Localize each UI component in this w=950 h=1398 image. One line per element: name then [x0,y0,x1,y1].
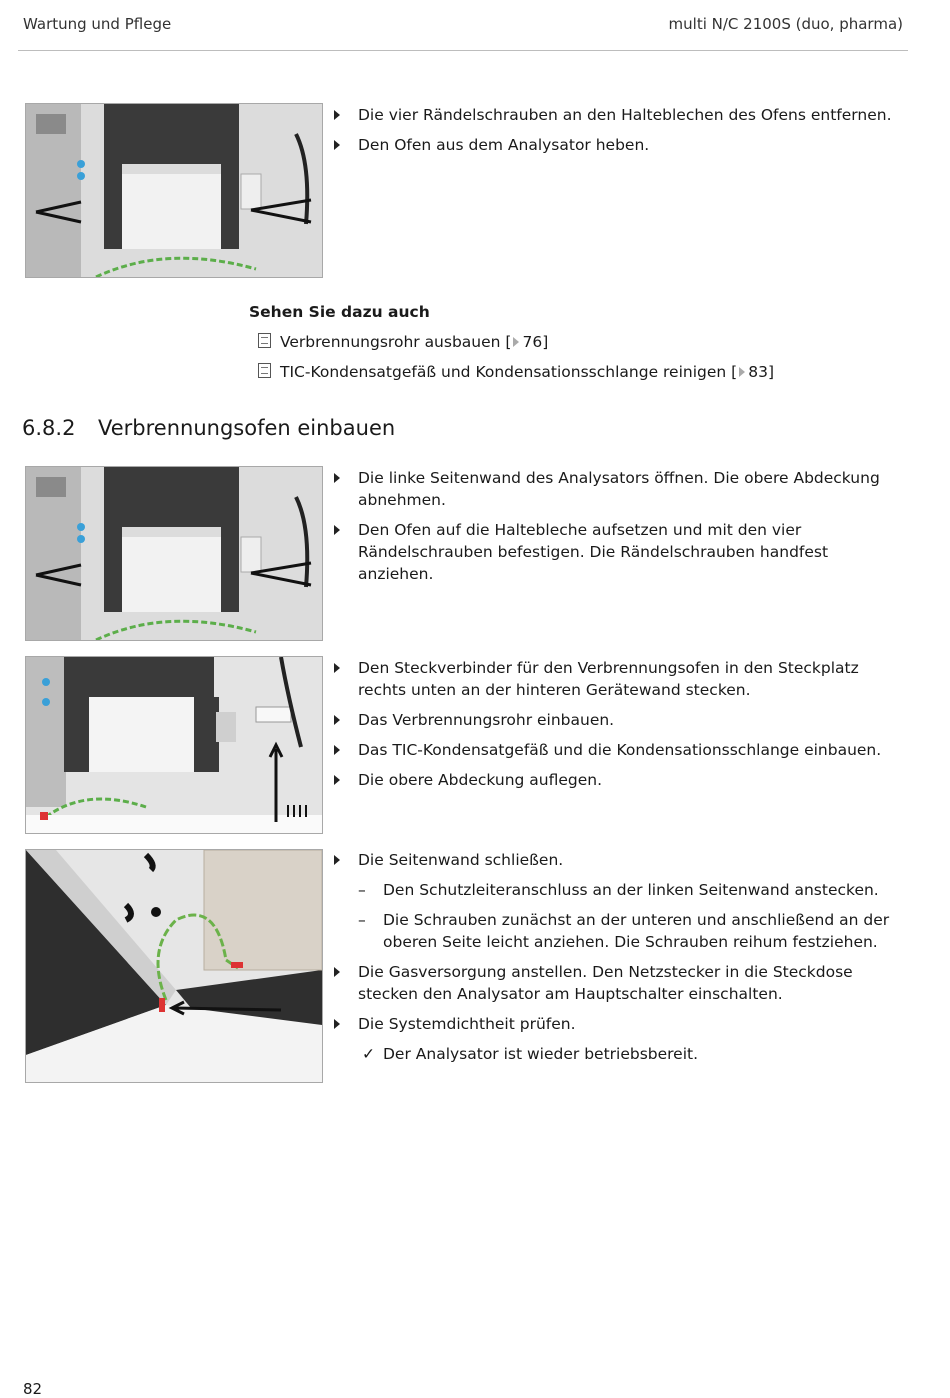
step-item [332,519,902,585]
substep-text: Den Schutzleiteranschluss an der linken Seitenwand anstecken. [383,881,879,899]
substep-item [332,909,902,953]
steps-close [332,849,902,1073]
triangle-bullet-icon [334,663,340,673]
step-text: Das TIC-Kondensatgefäß und die Kondensationsschlange einbauen. [358,741,882,759]
step-item [332,849,902,871]
link-page: 83] [748,363,774,381]
step-item [332,467,902,511]
step-text: Den Ofen auf die Haltebleche aufsetzen und mit den vier Rändelschrauben befestigen. Die Rändelschrauben handfest anziehen. [358,521,829,583]
page-arrow-icon [739,367,745,377]
step-item [332,739,902,761]
dash-bullet: – [358,911,366,929]
document-icon [258,333,271,348]
substep-text: Die Schrauben zunächst an der unteren und anschließend an der oberen Seite leicht anziehen. Die Schrauben reihum festziehen. [383,911,890,951]
running-header-product: multi N/C 2100S (duo, pharma) [668,15,903,33]
photo-connector [25,656,323,834]
checkmark-icon: ✓ [362,1045,375,1063]
section-title: Verbrennungsofen einbauen [98,416,396,440]
triangle-bullet-icon [334,775,340,785]
page-number: 82 [23,1380,43,1398]
step-text: Die vier Rändelschrauben an den Halteblechen des Ofens entfernen. [358,106,892,124]
step-item [332,657,902,701]
step-text: Die Systemdichtheit prüfen. [358,1015,576,1033]
dash-bullet: – [358,881,366,899]
step-text: Die Gasversorgung anstellen. Den Netzstecker in die Steckdose stecken den Analysator am Hauptschalter einschalten. [358,963,853,1003]
document-icon [258,363,271,378]
step-item [332,104,902,126]
section-number: 6.8.2 [22,416,76,440]
steps-remove-oven [332,104,902,164]
running-header-chapter: Wartung und Pflege [23,15,172,33]
link-text: Verbrennungsrohr ausbauen [ [280,333,512,351]
step-text: Das Verbrennungsrohr einbauen. [358,711,615,729]
see-also-heading: Sehen Sie dazu auch [249,303,430,321]
link-page: 76] [522,333,549,351]
substep-item [332,879,902,901]
photo-oven-removal [25,103,323,278]
page-arrow-icon [513,337,519,347]
result-text: Der Analysator ist wieder betriebsbereit. [383,1045,699,1063]
step-item [332,961,902,1005]
result-item [332,1043,902,1065]
triangle-bullet-icon [334,473,340,483]
triangle-bullet-icon [334,967,340,977]
step-item [332,1013,902,1035]
triangle-bullet-icon [334,1019,340,1029]
triangle-bullet-icon [334,110,340,120]
step-text: Den Steckverbinder für den Verbrennungsofen in den Steckplatz rechts unten an der hinteren Gerätewand stecken. [358,659,859,699]
triangle-bullet-icon [334,855,340,865]
triangle-bullet-icon [334,715,340,725]
photo-ground-wire [25,849,323,1083]
header-divider [18,50,908,51]
step-text: Die Seitenwand schließen. [358,851,564,869]
see-also-link[interactable] [258,333,548,351]
steps-install-oven [332,467,902,593]
link-text: TIC-Kondensatgefäß und Kondensationsschlange reinigen [ [280,363,738,381]
triangle-bullet-icon [334,525,340,535]
step-text: Die obere Abdeckung auflegen. [358,771,603,789]
photo-oven-install [25,466,323,641]
triangle-bullet-icon [334,745,340,755]
see-also-link[interactable] [258,363,774,381]
step-text: Die linke Seitenwand des Analysators öffnen. Die obere Abdeckung abnehmen. [358,469,880,509]
step-text: Den Ofen aus dem Analysator heben. [358,136,650,154]
step-item [332,769,902,791]
steps-connect [332,657,902,799]
step-item [332,134,902,156]
step-item [332,709,902,731]
triangle-bullet-icon [334,140,340,150]
